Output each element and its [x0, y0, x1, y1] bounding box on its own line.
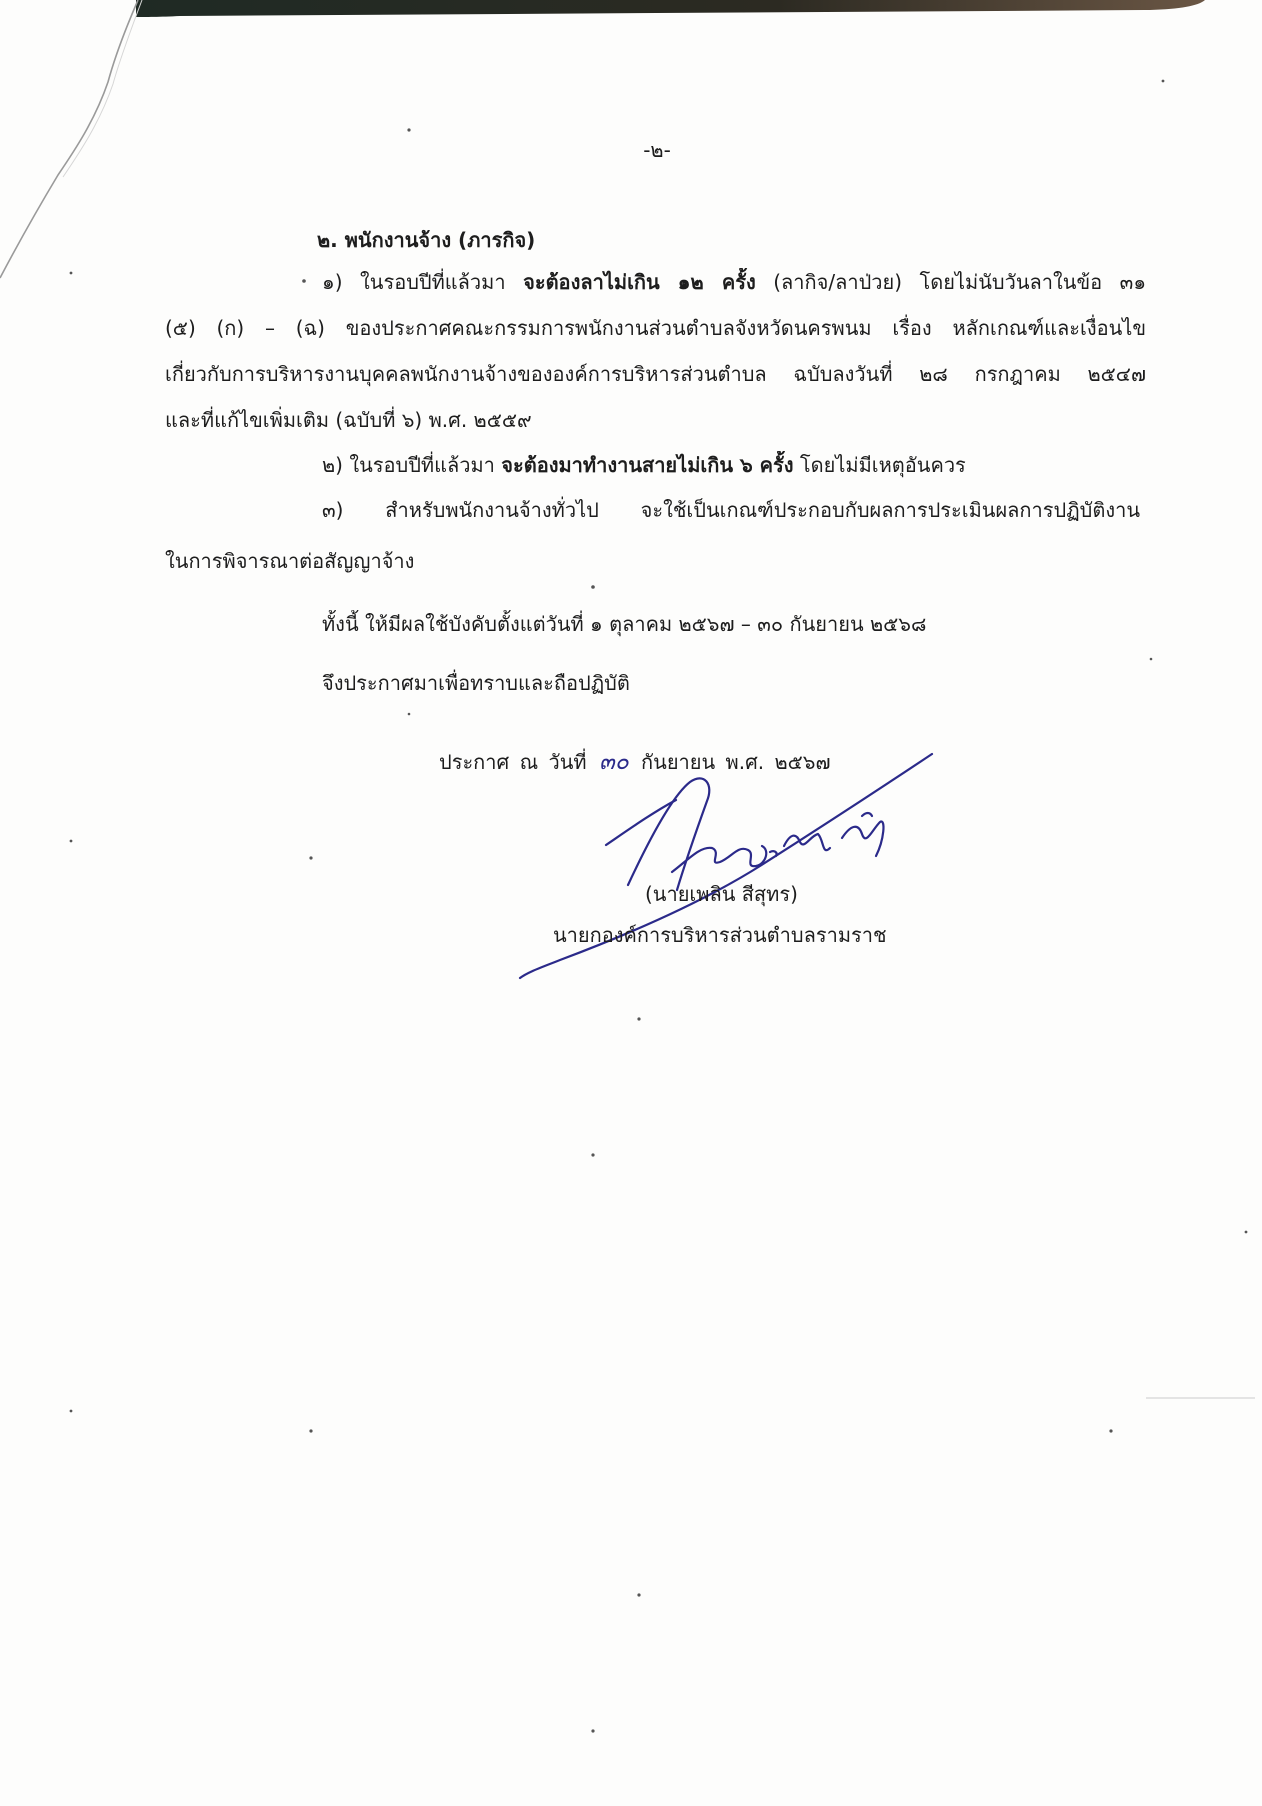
item1-line2: (๕) (ก) – (ฉ) ของประกาศคณะกรรมการพนักงานส่วนตำบลจังหวัดนครพนม เรื่อง หลักเกณฑ์และเงื่อนไข [165, 316, 1146, 340]
announcement-date-suffix: กันยายน พ.ศ. ๒๕๖๗ [630, 750, 831, 774]
page-curve-line [0, 0, 138, 278]
item2-text: ๒) ในรอบปีที่แล้วมา [322, 453, 502, 477]
item2-line [322, 451, 966, 479]
item1-line1-tail: (ลากิจ/ลาป่วย) โดยไม่นับวันลาในข้อ ๓๑ [755, 270, 1146, 294]
announcement-date-prefix: ประกาศ ณ วันที่ [439, 750, 597, 774]
item3-line2: ในการพิจารณาต่อสัญญาจ้าง [165, 549, 415, 573]
signatory-name: (นายเพลิน สีสุทร) [645, 882, 798, 906]
announcement-date [439, 748, 831, 776]
signature-scribble-1 [672, 846, 766, 872]
closing-statement: จึงประกาศมาเพื่อทราบและถือปฏิบัติ [322, 671, 630, 695]
section-heading: ๒. พนักงานจ้าง (ภารกิจ) [317, 228, 536, 252]
signature-scribble-2 [784, 834, 830, 850]
page-number: -๒- [643, 138, 671, 162]
page-curve-shadow [63, 0, 142, 177]
item1-line1-text: ๑) ในรอบปีที่แล้วมา [322, 270, 524, 294]
item1-line3: เกี่ยวกับการบริหารงานบุคคลพนักงานจ้างขององค์การบริหารส่วนตำบล ฉบับลงวันที่ ๒๘ กรกฎาคม ๒๕๔๗ [165, 362, 1146, 386]
item3-line1: ๓) สำหรับพนักงานจ้างทั่วไป จะใช้เป็นเกณฑ์ประกอบกับผลการประเมินผลการปฏิบัติงาน [322, 498, 1140, 522]
item1-line4: และที่แก้ไขเพิ่มเติม (ฉบับที่ ๖) พ.ศ. ๒๕๕๙ [165, 408, 532, 432]
signatory-title: นายกองค์การบริหารส่วนตำบลรามราช [553, 923, 887, 947]
item1-line1-bold: จะต้องลาไม่เกิน ๑๒ ครั้ง [523, 270, 756, 294]
signature-tick [770, 851, 777, 856]
book-edge-shadow [136, 0, 1205, 17]
item1-line1 [322, 268, 1146, 296]
item2-bold: จะต้องมาทำงานสายไม่เกิน ๖ ครั้ง [501, 453, 794, 477]
item2-tail: โดยไม่มีเหตุอันควร [793, 453, 966, 477]
signature-scribble-3 [842, 813, 883, 856]
signature-short-stroke [606, 800, 676, 845]
signature-loop [628, 778, 709, 890]
effective-period: ทั้งนี้ ให้มีผลใช้บังคับตั้งแต่วันที่ ๑ ตุลาคม ๒๕๖๗ – ๓๐ กันยายน ๒๕๖๘ [322, 612, 927, 636]
handwritten-day: ๓๐ [598, 749, 629, 775]
